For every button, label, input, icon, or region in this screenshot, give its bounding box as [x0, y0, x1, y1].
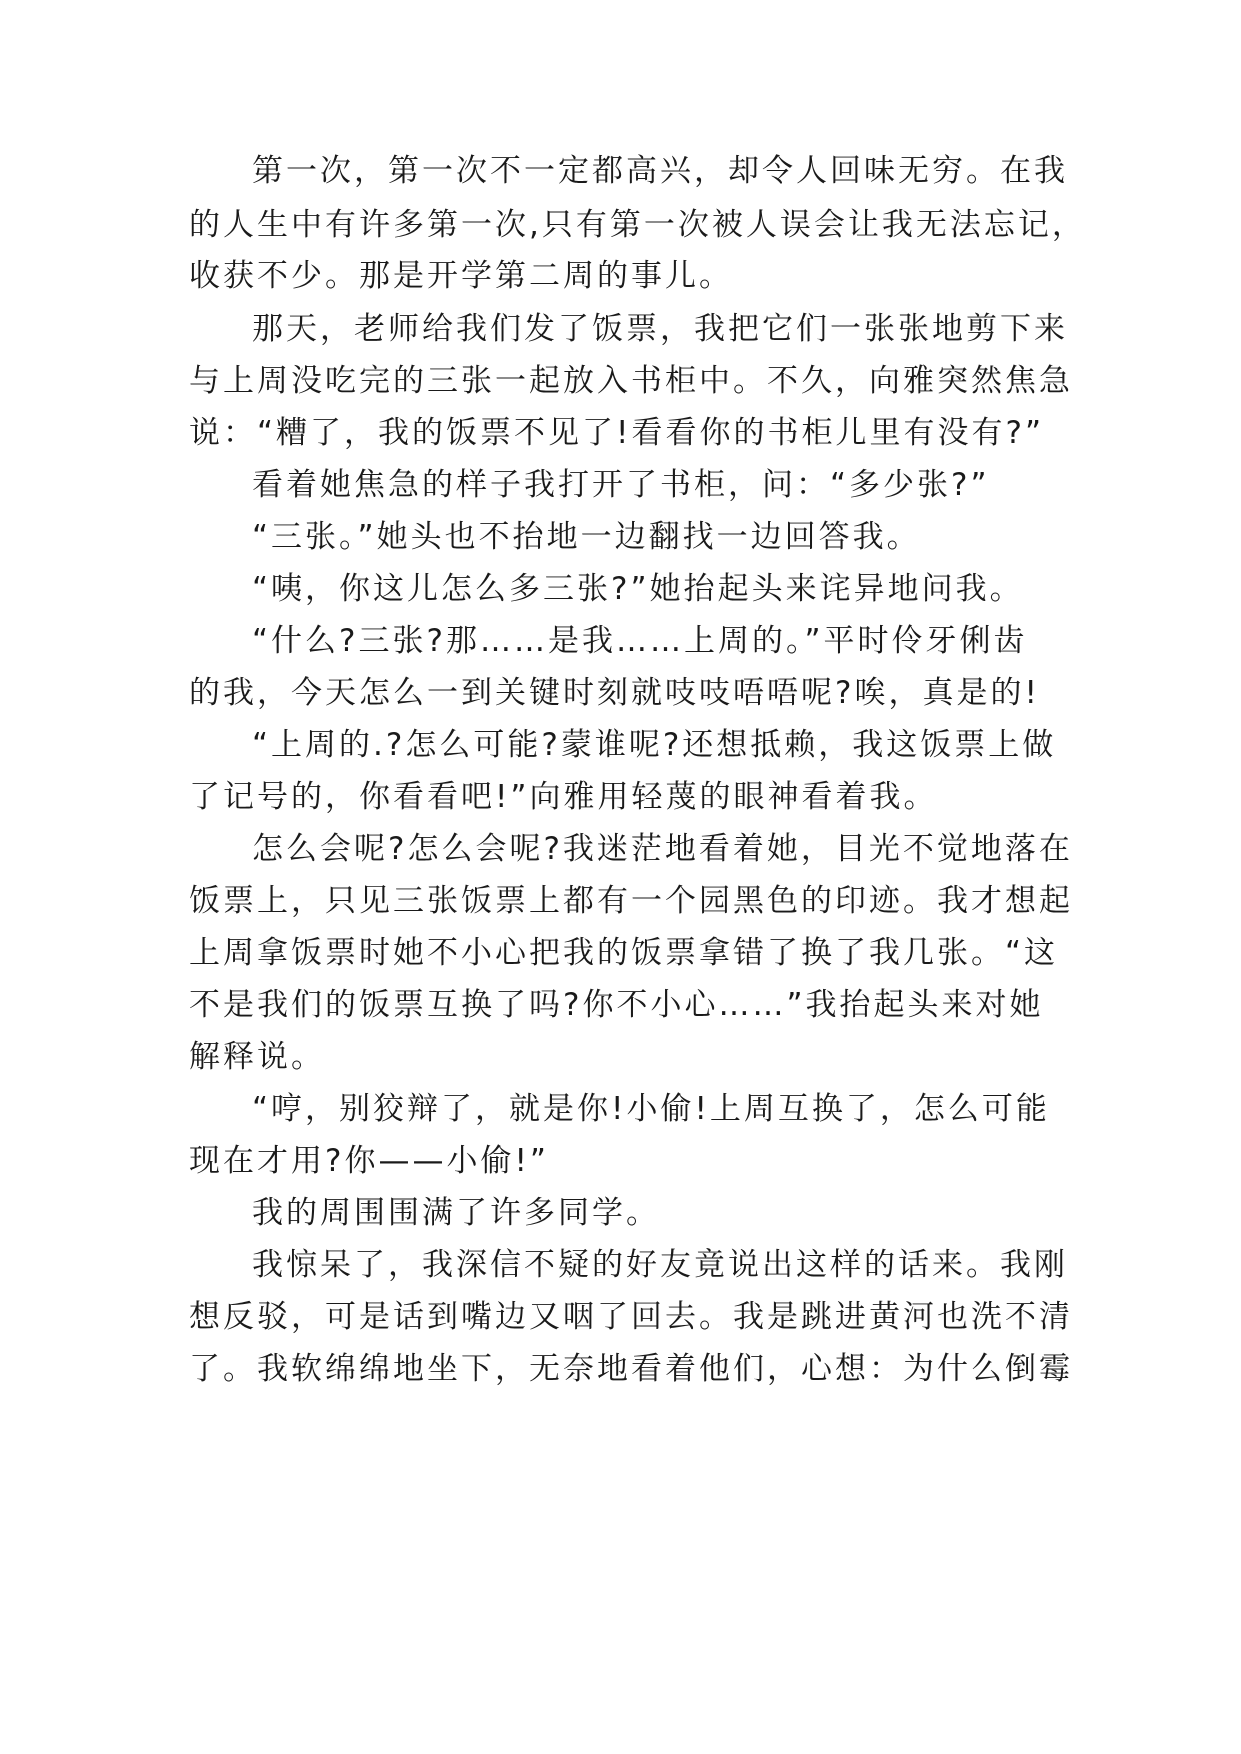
text-line: 怎么会呢?怎么会呢?我迷茫地看着她，目光不觉地落在	[252, 831, 1073, 867]
text-line: “三张。”她头也不抬地一边翻找一边回答我。	[252, 519, 921, 555]
text-line: 第一次，第一次不一定都高兴，却令人回味无穷。在我	[252, 153, 1068, 189]
text-line: 我惊呆了，我深信不疑的好友竟说出这样的话来。我刚	[252, 1247, 1068, 1283]
text-line: 现在才用?你——小偷!”	[189, 1143, 549, 1179]
text-line: “什么?三张?那……是我……上周的。”平时伶牙俐齿	[252, 623, 1028, 659]
text-line: 了记号的，你看看吧!”向雅用轻蔑的眼神看着我。	[189, 779, 938, 815]
text-line: 的人生中有许多第一次,只有第一次被人误会让我无法忘记，	[189, 207, 1086, 243]
text-line: 想反驳，可是话到嘴边又咽了回去。我是跳进黄河也洗不清	[189, 1299, 1073, 1335]
text-line: 收获不少。那是开学第二周的事儿。	[189, 258, 733, 294]
text-line: 我的周围围满了许多同学。	[252, 1195, 660, 1231]
text-line: 饭票上，只见三张饭票上都有一个园黑色的印迹。我才想起	[189, 883, 1073, 919]
text-line: “上周的.?怎么可能?蒙谁呢?还想抵赖，我这饭票上做	[252, 727, 1057, 763]
text-line: 解释说。	[189, 1039, 325, 1075]
text-line: 了。我软绵绵地坐下，无奈地看着他们，心想：为什么倒霉	[189, 1351, 1073, 1387]
text-line: 上周拿饭票时她不小心把我的饭票拿错了换了我几张。“这	[189, 935, 1059, 971]
text-line: 与上周没吃完的三张一起放入书柜中。不久，向雅突然焦急	[189, 363, 1073, 399]
text-line: “哼，别狡辩了，就是你!小偷!上周互换了，怎么可能	[252, 1091, 1050, 1127]
text-line: 看着她焦急的样子我打开了书柜，问：“多少张?”	[252, 467, 990, 503]
text-line: 那天，老师给我们发了饭票，我把它们一张张地剪下来	[252, 311, 1068, 347]
text-line: “咦，你这儿怎么多三张?”她抬起头来诧异地问我。	[252, 571, 1024, 607]
text-line: 不是我们的饭票互换了吗?你不小心……”我抬起头来对她	[189, 987, 1044, 1023]
text-line: 说：“糟了，我的饭票不见了!看看你的书柜儿里有没有?”	[189, 415, 1044, 451]
text-line: 的我，今天怎么一到关键时刻就吱吱唔唔呢?唉，真是的!	[189, 675, 1040, 711]
